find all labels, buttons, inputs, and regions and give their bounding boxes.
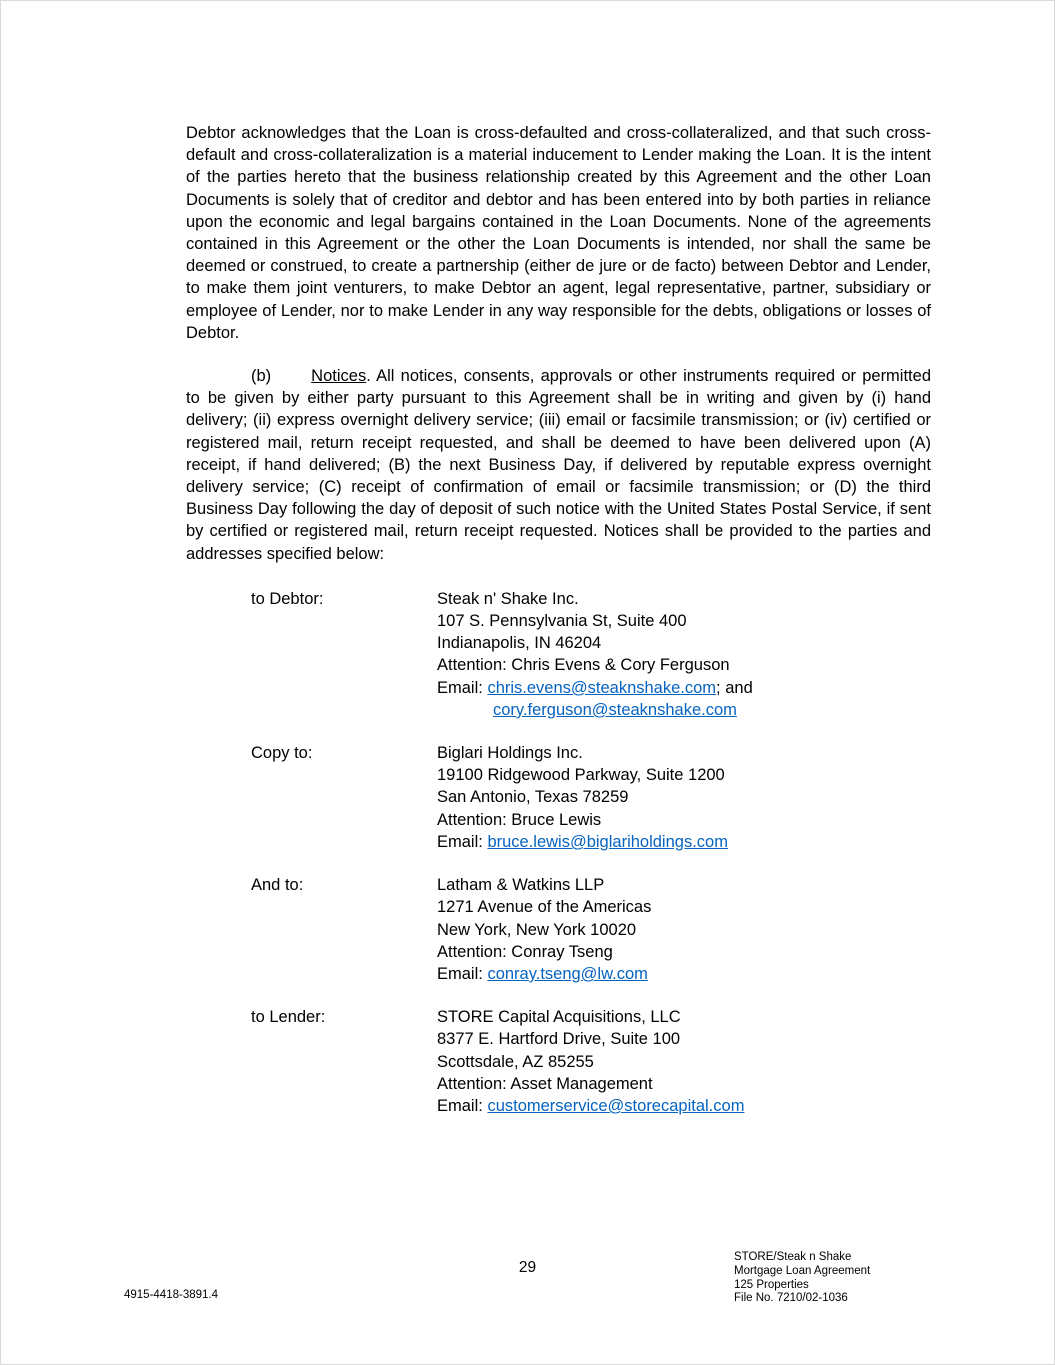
notice-text: Attention: Asset Management (437, 1074, 653, 1093)
notice-text: Email: (437, 964, 488, 983)
footer-info-line: 125 Properties (734, 1278, 809, 1291)
notice-label: And to: (251, 876, 304, 895)
email-link[interactable]: conray.tseng@lw.com (487, 964, 648, 983)
notice-address (437, 874, 931, 985)
notice-label: to Debtor: (251, 589, 324, 608)
notice-text: Email: (437, 1096, 488, 1115)
notice-line (437, 1006, 931, 1028)
footer-info-line: Mortgage Loan Agreement (734, 1264, 871, 1277)
notice-text: Steak n' Shake Inc. (437, 589, 579, 608)
notice-label: Copy to: (251, 744, 313, 763)
notice-line (437, 809, 931, 831)
notice-line (437, 941, 931, 963)
notices-heading: Notices (311, 367, 367, 386)
notice-address (437, 1006, 931, 1117)
email-link[interactable]: bruce.lewis@biglariholdings.com (487, 832, 728, 851)
notice-text: New York, New York 10020 (437, 920, 637, 939)
notices-body-text: . All notices, consents, approvals or other instruments required or permitted to be given by either party pursuant to this Agreement shall be in writing and given by (i) hand delivery; (ii) express overnight delivery service; (iii) email or facsimile transmission; or (iv) certified or registered mail, return receipt requested, and shall be deemed to have been delivered upon (A) receipt, if hand delivered; (B) the next Business Day, if delivered by reputable express overnight delivery service; (C) receipt of confirmation of email or facsimile transmission; or (D) the third Business Day following the day of deposit of such notice with the United States Postal Service, if sent by certified or registered mail, return receipt requested. Notices shall be provided to the parties and addresses specified below: (186, 367, 931, 563)
notice-line (437, 1051, 931, 1073)
notice-line (437, 896, 931, 918)
email-link[interactable]: chris.evens@steaknshake.com (487, 678, 717, 697)
notice-text: STORE Capital Acquisitions, LLC (437, 1008, 681, 1027)
notice-line (437, 632, 931, 654)
paragraph-notices (186, 365, 931, 565)
notice-line (437, 588, 931, 610)
notice-text: Indianapolis, IN 46204 (437, 634, 602, 653)
notice-line (437, 963, 931, 985)
notice-block (186, 874, 931, 985)
notice-line (437, 1095, 931, 1117)
email-link[interactable]: customerservice@storecapital.com (487, 1096, 745, 1115)
clause-letter: (b) (251, 367, 272, 386)
notice-text: 19100 Ridgewood Parkway, Suite 1200 (437, 766, 725, 785)
notice-line (437, 1073, 931, 1095)
notice-line (437, 742, 931, 764)
footer-info-line: STORE/Steak n Shake (734, 1251, 852, 1263)
document-content (186, 122, 931, 1138)
notice-line (437, 610, 931, 632)
notice-line (437, 874, 931, 896)
notice-address (437, 742, 931, 853)
notice-text: 1271 Avenue of the Americas (437, 898, 652, 917)
notice-line (437, 786, 931, 808)
notice-label: to Lender: (251, 1008, 326, 1027)
notice-block (186, 588, 931, 721)
notice-text: Email: (437, 832, 488, 851)
notice-line (437, 1028, 931, 1050)
notice-line (437, 677, 931, 699)
notice-text: Scottsdale, AZ 85255 (437, 1052, 594, 1071)
notice-text: Attention: Chris Evens & Cory Ferguson (437, 656, 730, 675)
notice-text: Attention: Conray Tseng (437, 942, 613, 961)
notice-line (437, 919, 931, 941)
notice-text: ; and (716, 678, 753, 697)
notice-text: Attention: Bruce Lewis (437, 810, 602, 829)
notice-line (437, 699, 931, 721)
notice-text: 8377 E. Hartford Drive, Suite 100 (437, 1030, 681, 1049)
notice-text: Email: (437, 678, 488, 697)
notice-block (186, 742, 931, 853)
footer-doc-number: 4915-4418-3891.4 (124, 1289, 218, 1301)
notices-section (186, 588, 931, 1117)
footer-doc-info (734, 1251, 870, 1306)
paragraph-cross-default: Debtor acknowledges that the Loan is cross-defaulted and cross-collateralized, and that such cross-default and cross-collateralization is a material inducement to Lender making the Loan. It is the intent of the parties hereto that the business relationship created by this Agreement and the other Loan Documents is solely that of creditor and debtor and has been entered into by both parties in reliance upon the economic and legal bargains contained in the Loan Documents. None of the agreements contained in this Agreement or the other the Loan Documents is intended, nor shall the same be deemed or construed, to create a partnership (either de jure or de facto) between Debtor and Lender, to make them joint venturers, to make Debtor an agent, legal representative, partner, subsidiary or employee of Lender, nor to make Lender in any way responsible for the debts, obligations or losses of Debtor. (186, 124, 931, 342)
notice-block (186, 1006, 931, 1117)
notice-text: Latham & Watkins LLP (437, 876, 605, 895)
notice-line (437, 654, 931, 676)
notice-text: 107 S. Pennsylvania St, Suite 400 (437, 612, 687, 631)
footer-info-line: File No. 7210/02-1036 (734, 1292, 848, 1305)
notice-line (437, 764, 931, 786)
notice-text: Biglari Holdings Inc. (437, 744, 583, 763)
notice-line (437, 831, 931, 853)
page-number: 29 (518, 1259, 537, 1276)
notice-text: San Antonio, Texas 78259 (437, 788, 629, 807)
email-link[interactable]: cory.ferguson@steaknshake.com (493, 700, 737, 719)
notice-address (437, 588, 931, 721)
